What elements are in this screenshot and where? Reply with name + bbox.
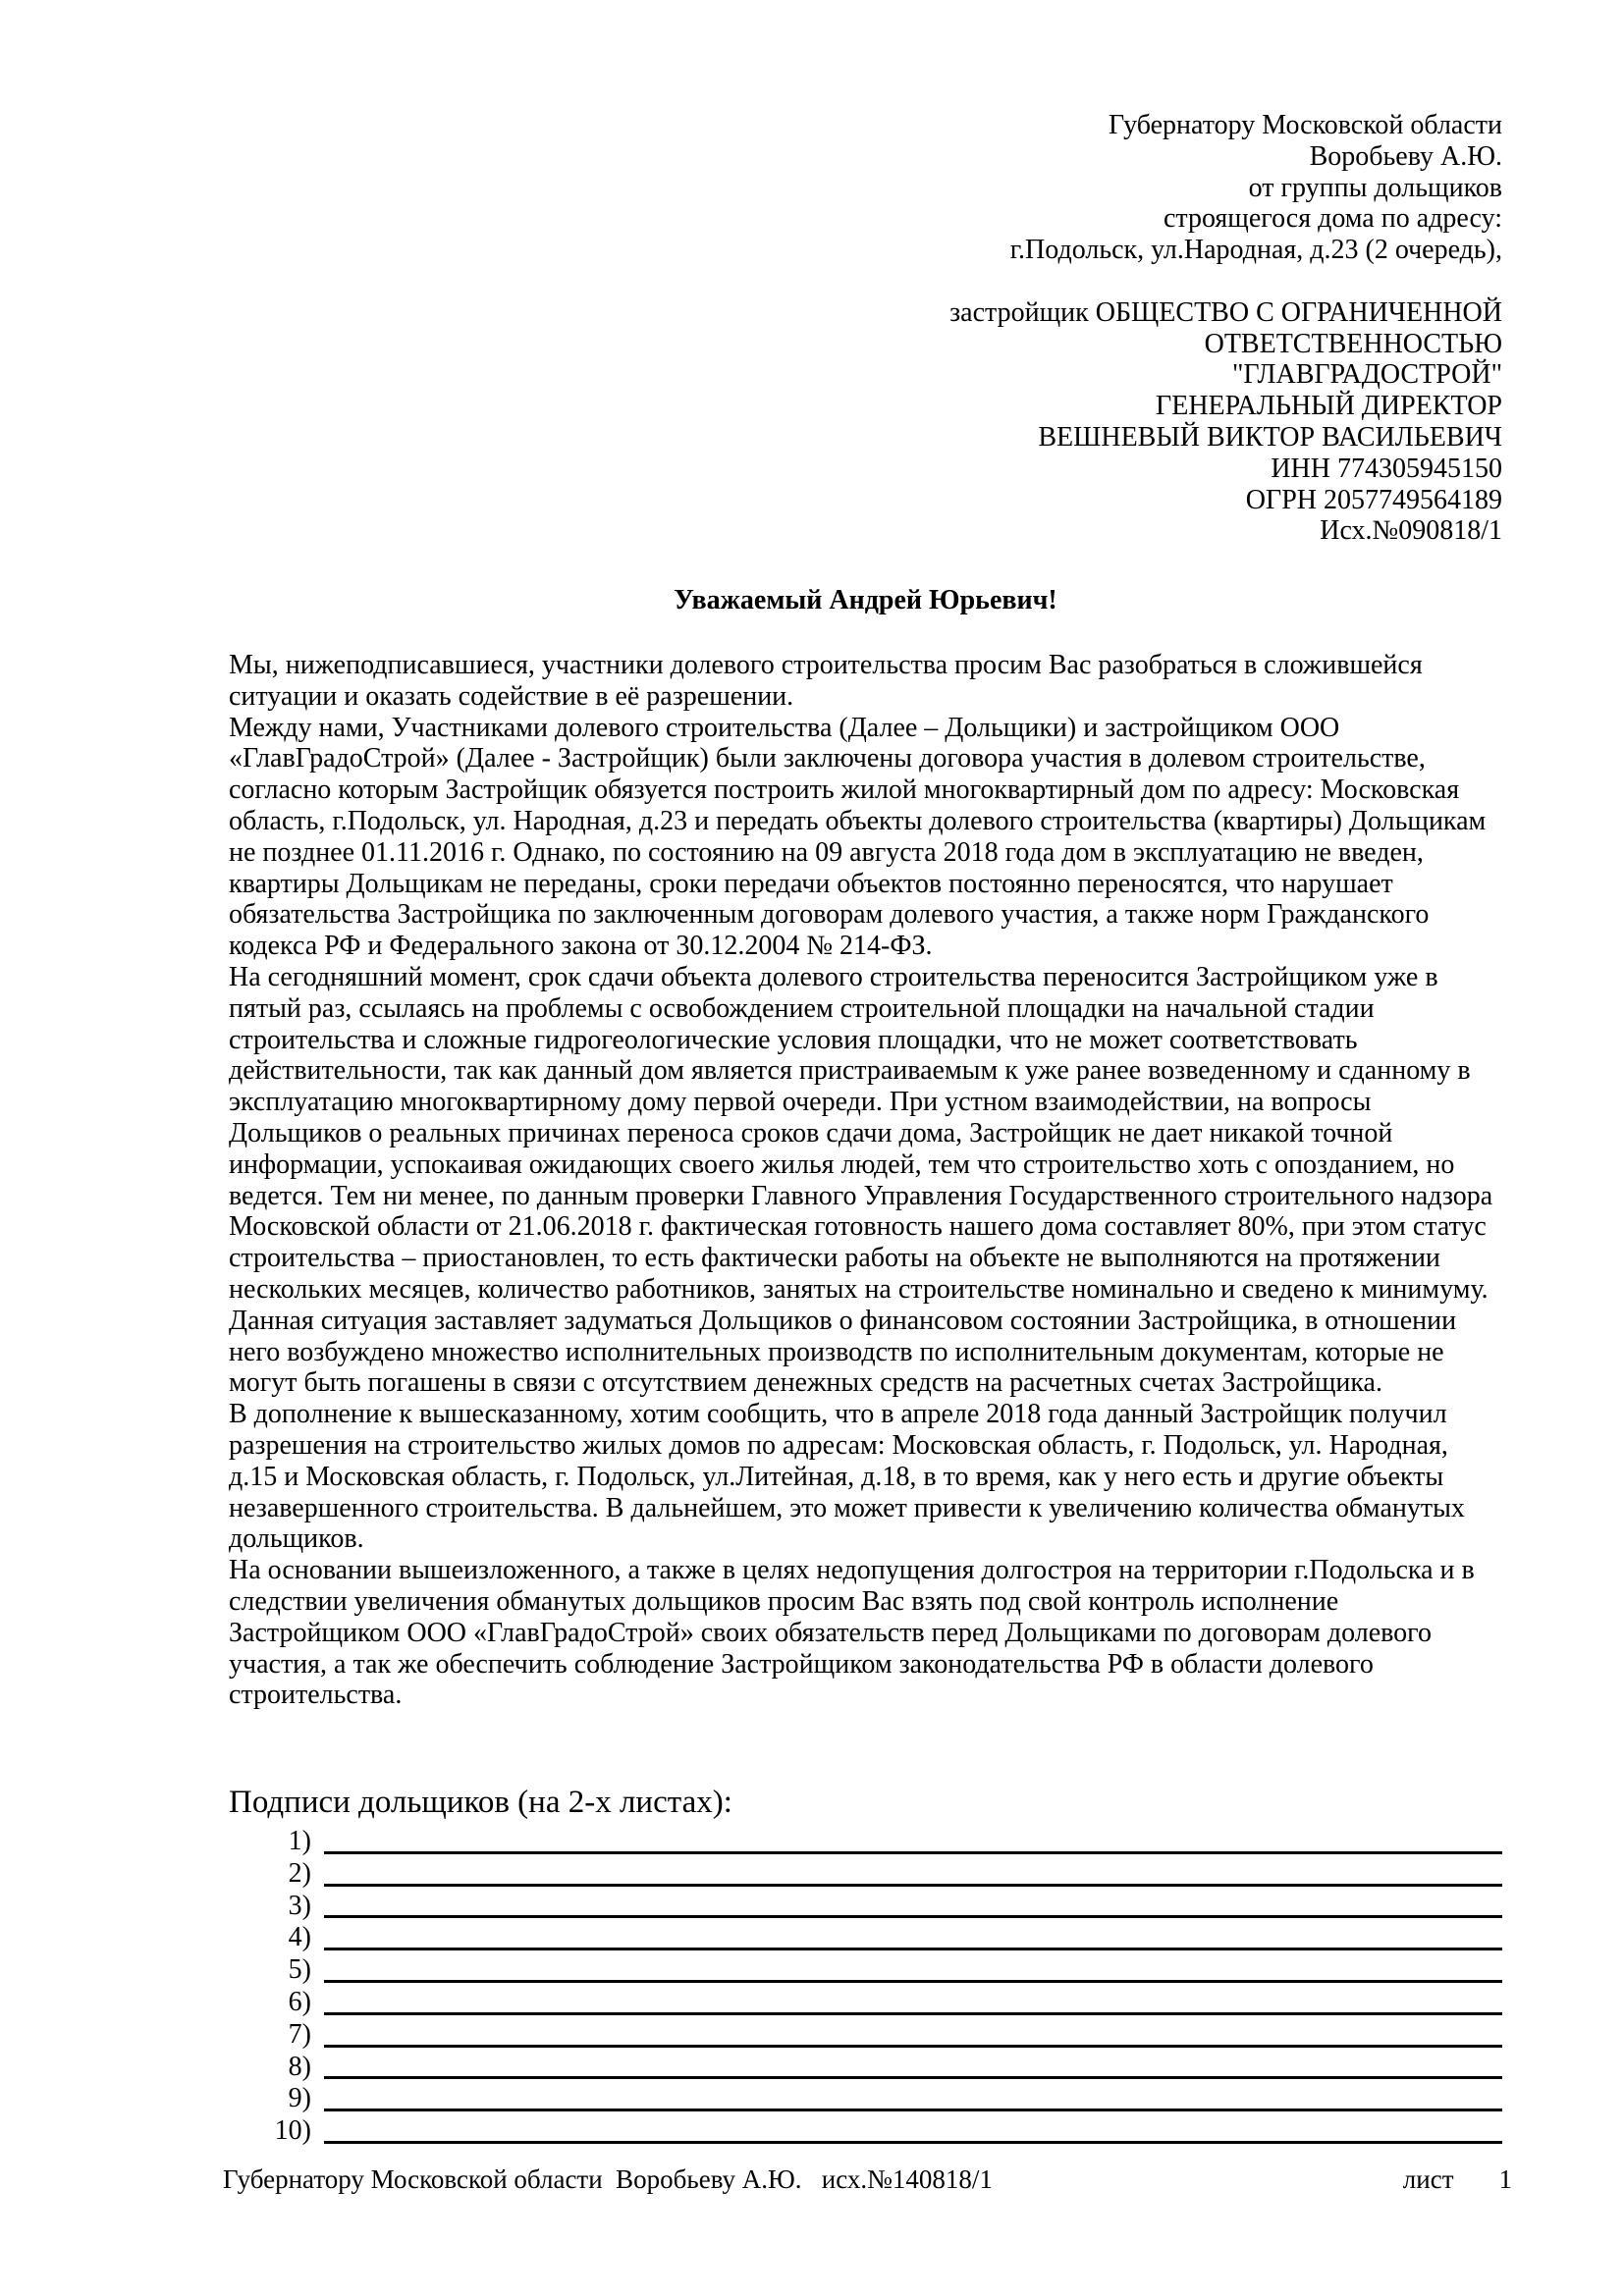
- recipient-block: [756, 110, 1502, 266]
- signature-number: 9): [288, 2083, 311, 2114]
- developer-line: ОТВЕТСТВЕННОСТЬЮ: [1204, 328, 1502, 359]
- signature-number: 4): [288, 1922, 311, 1953]
- signature-row: [229, 2052, 1502, 2084]
- developer-line: ИНН 774305945150: [1271, 453, 1502, 484]
- signature-number: 5): [288, 1954, 311, 1986]
- signatures-section: [229, 1785, 1502, 2148]
- signature-blank-line: [324, 1954, 1502, 1983]
- signature-row: [229, 1826, 1502, 1858]
- body-paragraph: На сегодняшний момент, срок сдачи объекта долевого строительства переносится Застройщиком уже в пятый раз, ссылаясь на проблемы с освобождением строительной площадки на начальной стадии строительства и сложные гидрогеологические условия площадки, что не может соответствовать действительности, так как данный дом является пристраиваемым к уже ранее возведенному и сданному в эксплуатацию многоквартирному дому первой очереди. При устном взаимодействии, на вопросы Дольщиков о реальных причинах переноса сроков сдачи дома, Застройщик не дает никакой точной информации, успокаивая ожидающих своего жилья людей, тем что строительство хоть с опозданием, но ведется. Тем ни менее, по данным проверки Главного Управления Государственного строительного надзора Московской области от 21.06.2018 г. фактическая готовность нашего дома составляет 80%, при этом статус строительства – приостановлен, то есть фактически работы на объекте не выполняются на протяжении нескольких месяцев, количество работников, занятых на строительстве номинально и сведено к минимуму. Данная ситуация заставляет задуматься Дольщиков о финансовом состоянии Застройщика, в отношении него возбуждено множество исполнительных производств по исполнительным документам, которые не могут быть погашены в связи с отсутствием денежных средств на расчетных счетах Застройщика.: [229, 961, 1493, 1399]
- signature-blank-line: [324, 1987, 1502, 2015]
- signature-number: 2): [288, 1857, 311, 1889]
- signature-row: [229, 2115, 1502, 2148]
- signature-row: [229, 1858, 1502, 1891]
- signatures-heading: Подписи дольщиков (на 2-х листах):: [229, 1785, 732, 1820]
- signature-blank-line: [324, 1826, 1502, 1854]
- developer-line: застройщик ОБЩЕСТВО С ОГРАНИЧЕННОЙ: [949, 296, 1502, 328]
- signature-blank-line: [324, 2052, 1502, 2080]
- salutation: Уважаемый Андрей Юрьевич!: [674, 585, 1057, 615]
- footer-sheet: [1403, 2164, 1512, 2195]
- body-paragraph: Мы, нижеподписавшиеся, участники долевого строительства просим Вас разобраться в сложившейся ситуации и оказать содействие в её разрешении.: [229, 650, 1423, 712]
- developer-line: ОГРН 2057749564189: [1245, 484, 1502, 515]
- signature-blank-line: [324, 2083, 1502, 2111]
- developer-line: "ГЛАВГРАДОСТРОЙ": [1231, 359, 1502, 391]
- developer-block: [756, 297, 1502, 547]
- body-paragraph: На основании вышеизложенного, а также в целях недопущения долгостроя на территории г.Подольска и в следствии увеличения обманутых дольщиков просим Вас взять под свой контроль исполнение Застройщиком ООО «ГлавГрадоСтрой» своих обязательств перед Дольщиками по договорам долевого участия, а так же обеспечить соблюдение Застройщиком законодательства РФ в области долевого строительства.: [229, 1555, 1475, 1711]
- recipient-line: от группы дольщиков: [1248, 172, 1502, 203]
- signature-number: 6): [288, 1986, 311, 2017]
- signature-row: [229, 2019, 1502, 2052]
- recipient-line: г.Подольск, ул.Народная, д.23 (2 очередь),: [1009, 235, 1502, 266]
- signature-number: 1): [288, 1826, 311, 1856]
- footer-sheet-label: лист: [1402, 2164, 1454, 2194]
- developer-line: ВЕШНЕВЫЙ ВИКТОР ВАСИЛЬЕВИЧ: [1038, 421, 1502, 453]
- signature-number: 3): [288, 1890, 311, 1921]
- developer-line: Исх.№090818/1: [1320, 515, 1502, 547]
- recipient-line: строящегося дома по адресу:: [1163, 203, 1502, 235]
- signature-blank-line: [324, 2115, 1502, 2144]
- signature-row: [229, 1954, 1502, 1987]
- signature-row: [229, 2083, 1502, 2115]
- signature-blank-line: [324, 1858, 1502, 1887]
- body-paragraph: В дополнение к вышесказанному, хотим сообщить, что в апреле 2018 года данный Застройщик получил разрешения на строительство жилых домов по адресам: Московская область, г. Подольск, ул. Народная, д.15 и Московская область, г. Подольск, ул.Литейная, д.18, в то время, как у него есть и другие объекты незавершенного строительства. В дальнейшем, это может привести к увеличению количества обманутых дольщиков.: [229, 1399, 1465, 1555]
- page-footer: [223, 2164, 1512, 2195]
- signature-blank-line: [324, 1922, 1502, 1950]
- address-block: [756, 110, 1502, 547]
- signature-row: [229, 1891, 1502, 1923]
- footer-reference: Губернатору Московской области Воробьеву А.Ю. исх.№140818/1: [223, 2164, 993, 2194]
- signature-number: 10): [274, 2115, 311, 2147]
- recipient-line: Губернатору Московской области: [1109, 110, 1502, 140]
- signature-number: 7): [288, 2018, 311, 2050]
- recipient-line: Воробьеву А.Ю.: [1309, 140, 1502, 172]
- signature-list: [229, 1826, 1502, 2148]
- signature-number: 8): [288, 2051, 311, 2082]
- signature-blank-line: [324, 2019, 1502, 2048]
- signature-row: [229, 1987, 1502, 2019]
- signature-row: [229, 1922, 1502, 1954]
- letter-body: [229, 650, 1502, 1711]
- developer-line: ГЕНЕРАЛЬНЫЙ ДИРЕКТОР: [1156, 391, 1502, 422]
- body-paragraph: Между нами, Участниками долевого строительства (Далее – Дольщики) и застройщиком ООО «ГлавГрадоСтрой» (Далее - Застройщик) были заключены договора участия в долевом строительстве, согласно которым Застройщик обязуется построить жилой многоквартирный дом по адресу: Московская область, г.Подольск, ул. Народная, д.23 и передать объекты долевого строительства (квартиры) Дольщикам не позднее 01.11.2016 г. Однако, по состоянию на 09 августа 2018 года дом в эксплуатацию не введен, квартиры Дольщикам не переданы, сроки передачи объектов постоянно переносятся, что нарушает обязательства Застройщика по заключенным договорам долевого участия, а также норм Гражданского кодекса РФ и Федерального закона от 30.12.2004 № 214-ФЗ.: [229, 712, 1487, 962]
- footer-sheet-number: 1: [1498, 2164, 1512, 2194]
- signature-blank-line: [324, 1891, 1502, 1919]
